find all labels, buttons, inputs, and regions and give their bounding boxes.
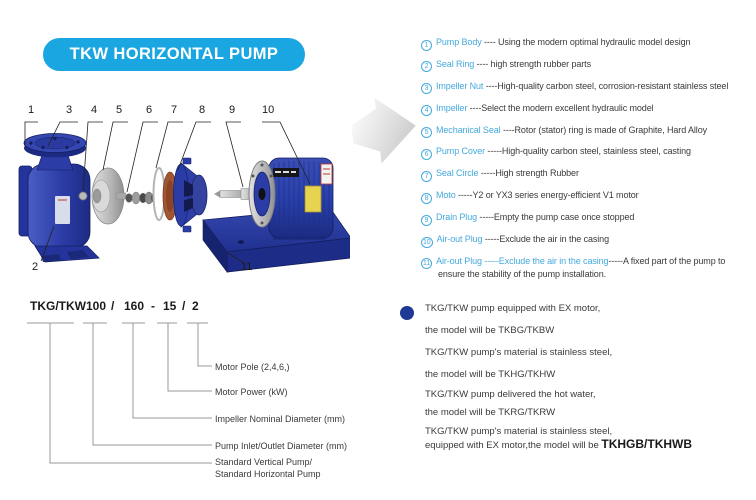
nomenclature-label: Impeller Nominal Diameter (mm) xyxy=(215,414,346,424)
part-desc: ---- Using the modern optimal hydraulic model design xyxy=(484,37,691,47)
variant-model-strong: TKHGB/TKHWB xyxy=(601,437,693,451)
part-name: Pump Body xyxy=(436,37,485,47)
variant-line: the model will be TKRG/TKRW xyxy=(425,407,556,418)
page-title: TKW HORIZONTAL PUMP xyxy=(69,45,279,63)
part-number-badge: 4 xyxy=(421,105,432,116)
part-list-item xyxy=(421,81,754,95)
part-desc: -----A fixed part of the pump to ensure the stability of the pump installation. xyxy=(438,255,726,280)
part-name: Moto xyxy=(436,190,459,201)
part-list-item xyxy=(421,125,754,139)
part-number-badge: 1 xyxy=(421,40,432,51)
part-list-item xyxy=(421,103,754,117)
impeller-nut xyxy=(79,192,87,200)
diagram-callout-9: 9 xyxy=(229,104,236,116)
part-list-item xyxy=(421,146,754,160)
part-list-item xyxy=(421,59,754,73)
part-number-badge: 3 xyxy=(421,83,432,94)
part-desc: -----Exclude the air in the casing xyxy=(484,234,609,245)
part-list-item xyxy=(421,234,754,248)
part-name: Mechanical Seal xyxy=(436,124,503,135)
part-desc: -----Empty the pump case once stopped xyxy=(479,212,635,223)
variant-line: TKG/TKW pump equipped with EX motor, xyxy=(425,303,601,314)
model-power: 15 xyxy=(163,299,177,313)
part-number-badge: 11 xyxy=(423,260,431,268)
model-sep3: / xyxy=(182,299,186,313)
part-name: Impeller xyxy=(436,102,470,113)
part-number-badge: 9 xyxy=(421,215,432,226)
part-list-item xyxy=(421,256,754,281)
part-list-item xyxy=(421,212,754,226)
diagram-callout-4: 4 xyxy=(91,104,98,116)
part-number-badge: 6 xyxy=(421,149,432,160)
nomenclature-label: Standard Vertical Pump/ Standard Horizontal Pump xyxy=(215,457,321,479)
variant-line: the model will be TKBG/TKBW xyxy=(425,325,555,336)
diagram-callout-6: 6 xyxy=(146,104,153,116)
part-list-item xyxy=(421,190,754,204)
part-desc-highlight: -----Exclude the air in the casing xyxy=(484,255,609,266)
part-number-badge: 8 xyxy=(421,193,432,204)
variant-line: equipped with EX motor,the model will be TKHGB/TKHWB xyxy=(425,437,693,451)
diagram-callout-11: 11 xyxy=(241,261,253,273)
model-inlet: 100 xyxy=(86,299,107,313)
part-name: Seal Circle xyxy=(436,168,481,179)
flow-arrow-icon xyxy=(340,90,425,200)
part-list-item xyxy=(421,37,754,51)
part-desc: ----Rotor (stator) ring is made of Graphite, Hard Alloy xyxy=(502,124,708,135)
model-pole: 2 xyxy=(192,299,199,313)
model-variants xyxy=(400,303,750,451)
variant-line: TKG/TKW pump delivered the hot water, xyxy=(425,389,596,400)
bullet-icon xyxy=(400,306,414,320)
nomenclature-label: Motor Pole (2,4,6,) xyxy=(215,362,290,372)
mechanical-seal xyxy=(126,192,158,204)
variant-lines xyxy=(425,303,750,451)
model-sep1: / xyxy=(111,299,115,313)
model-sep2: - xyxy=(151,299,155,313)
part-name: Air-out Plug xyxy=(436,255,485,266)
diagram-callout-1: 1 xyxy=(28,104,35,116)
impeller xyxy=(92,168,126,224)
part-number-badge: 2 xyxy=(421,61,432,72)
variant-line: the model will be TKHG/TKHW xyxy=(425,369,556,380)
model-impeller: 160 xyxy=(124,299,145,313)
part-desc: -----High strength Rubber xyxy=(480,168,579,179)
part-list-item xyxy=(421,168,754,182)
part-number-badge: 10 xyxy=(423,238,431,246)
part-number-badge: 7 xyxy=(421,171,432,182)
diagram-callout-3: 3 xyxy=(66,104,73,116)
diagram-callout-10: 10 xyxy=(262,104,275,116)
model-series: TKG/TKW xyxy=(30,299,86,313)
part-name: Drain Plug xyxy=(436,212,480,223)
part-name: Seal Ring xyxy=(436,58,477,69)
part-desc: ---- high strength rubber parts xyxy=(476,58,591,69)
pump-exploded-diagram xyxy=(15,100,350,295)
part-desc: -----High-quality carbon steel, stainless steel, casting xyxy=(487,146,691,157)
part-name: Impeller Nut xyxy=(436,80,486,91)
part-desc: ----Select the modern excellent hydraulic model xyxy=(469,102,654,113)
motor-nameplate xyxy=(305,186,321,212)
nomenclature-label: Motor Power (kW) xyxy=(215,387,288,397)
part-name: Air-out Plug xyxy=(436,234,485,245)
part-number-badge: 5 xyxy=(421,127,432,138)
diagram-callout-2: 2 xyxy=(32,261,39,273)
parts-legend xyxy=(421,37,754,289)
diagram-callout-8: 8 xyxy=(199,104,206,116)
diagram-callout-7: 7 xyxy=(171,104,178,116)
nomenclature-label: Pump Inlet/Outlet Diameter (mm) xyxy=(215,441,348,451)
title-banner xyxy=(43,38,305,71)
part-name: Pump Cover xyxy=(436,146,488,157)
variant-line: TKG/TKW pump's material is stainless steel, xyxy=(425,347,613,358)
part-desc: -----Y2 or YX3 series energy-efficient V1 motor xyxy=(458,190,639,201)
part-desc: ----High-quality carbon steel, corrosion-resistant stainless steel xyxy=(485,80,729,91)
variant-line: TKG/TKW pump's material is stainless steel, xyxy=(425,426,613,437)
diagram-callout-5: 5 xyxy=(116,104,123,116)
